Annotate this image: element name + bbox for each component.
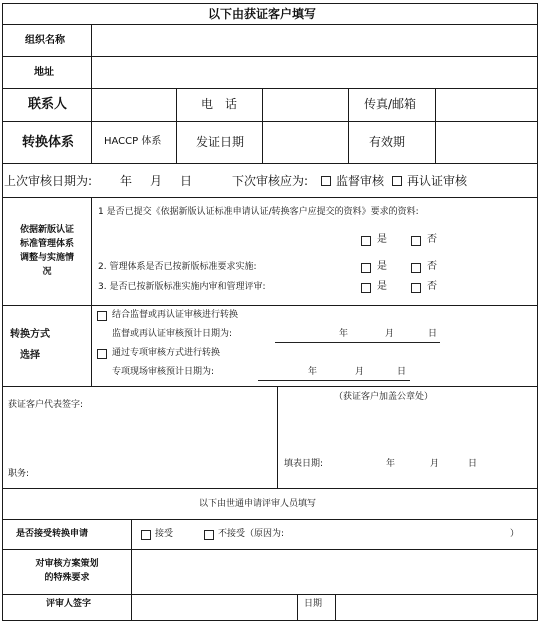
contact-field[interactable] [92,89,176,121]
reject-close-paren: ） [510,529,520,539]
system-label: 转换体系 [22,135,75,150]
fill-month: 月 [430,459,440,469]
transfer-opt2-date-label: 专项现场审核预计日期为: [112,367,215,377]
contact-label: 联系人 [28,97,68,112]
q2-yes-checkbox[interactable] [361,263,371,273]
fill-year: 年 [386,459,396,469]
rule [2,197,538,198]
transfer-opt1-checkbox[interactable] [97,311,107,321]
next-audit-label: 下次审核应为: [232,174,309,188]
rule [297,594,298,621]
stamp-area-label: （获证客户加盖公章处） [334,392,434,402]
rule [348,88,349,164]
q3-yes-label: 是 [377,281,387,292]
q3-no-label: 否 [427,281,437,292]
question-2: 2. 管理体系是否已按新版标准要求实施: [98,262,257,272]
q2-no-label: 否 [427,261,437,272]
q1-yes-checkbox[interactable] [361,236,371,246]
rule [2,488,538,489]
fax-email-field[interactable] [436,89,537,121]
position-label: 职务: [8,469,30,479]
rule [2,620,538,621]
rule [2,305,538,306]
phone-field[interactable] [263,89,348,121]
accept-question-label: 是否接受转换申请 [16,529,89,539]
system-value: HACCP 体系 [104,136,162,147]
rule [537,3,538,621]
issue-date-label: 发证日期 [196,135,245,149]
q3-yes-checkbox[interactable] [361,283,371,293]
rule [91,197,92,387]
opt1-month: 月 [385,329,395,339]
month-label: 月 [150,174,163,188]
valid-period-field[interactable] [436,122,537,163]
opt1-day: 日 [428,329,438,339]
year-label: 年 [120,174,133,188]
org-name-label: 组织名称 [25,35,65,46]
q3-no-checkbox[interactable] [411,283,421,293]
fax-email-label: 传真/邮箱 [364,97,417,111]
review-date-label: 日期 [304,599,323,609]
rule [176,88,177,164]
rule [2,3,538,4]
accept-checkbox[interactable] [141,530,151,540]
rule [277,386,278,489]
accept-label: 接受 [155,529,174,539]
transfer-opt1-date-label: 监督或再认证审核预计日期为: [112,329,233,339]
reviewer-signature-label: 评审人签字 [46,599,92,609]
opt2-month: 月 [355,367,365,377]
transfer-opt2-label: 通过专项审核方式进行转换 [112,348,221,358]
org-name-field[interactable] [92,25,537,56]
supervision-option-label: 监督审核 [336,174,385,188]
special-requirements-label: 对审核方案策划 的特殊要求 [35,559,99,583]
rule [2,519,538,520]
rule [2,163,538,164]
q1-no-label: 否 [427,234,437,245]
fill-date-label: 填表日期: [284,459,324,469]
opt2-year: 年 [308,367,318,377]
reviewer-signature-field[interactable] [132,595,297,620]
recert-option-label: 再认证审核 [407,174,468,188]
q2-no-checkbox[interactable] [411,263,421,273]
phone-label: 电 话 [201,97,238,111]
opt1-date-underline[interactable] [275,342,440,343]
transfer-label-line2: 选择 [20,350,40,361]
day-label: 日 [180,174,193,188]
review-section-title: 以下由世通申请评审人员填写 [199,499,317,509]
address-label: 地址 [34,67,54,78]
transfer-label-line1: 转换方式 [10,329,50,340]
opt2-date-underline[interactable] [258,380,410,381]
last-audit-label: 上次审核日期为: [4,174,93,188]
rep-signature-label: 获证客户代表签字: [8,400,84,410]
q1-yes-label: 是 [377,234,387,245]
valid-period-label: 有效期 [369,135,406,149]
supervision-checkbox[interactable] [321,176,331,186]
reject-label: 不接受（原因为: [218,529,285,539]
rule [2,3,3,621]
adjust-label: 依据新版认证 标准管理体系 调整与实施情 况 [19,225,74,277]
reject-checkbox[interactable] [204,530,214,540]
opt2-day: 日 [397,367,407,377]
rep-signature-field[interactable] [3,387,277,488]
q2-yes-label: 是 [377,261,387,272]
recert-checkbox[interactable] [392,176,402,186]
fill-day: 日 [468,459,478,469]
question-1: 1 是否已提交《依据新版认证标准申请认证/转换客户应提交的资料》要求的资料: [98,207,419,217]
issue-date-field[interactable] [263,122,348,163]
address-field[interactable] [92,57,537,88]
form-title: 以下由获证客户填写 [208,7,317,21]
opt1-year: 年 [339,329,349,339]
transfer-opt2-checkbox[interactable] [97,349,107,359]
transfer-opt1-label: 结合监督或再认证审核进行转换 [112,310,239,320]
question-3: 3. 是否已按新版标准实施内审和管理评审: [98,282,266,292]
special-requirements-field[interactable] [132,550,537,594]
review-date-field[interactable] [336,595,537,620]
q1-no-checkbox[interactable] [411,236,421,246]
